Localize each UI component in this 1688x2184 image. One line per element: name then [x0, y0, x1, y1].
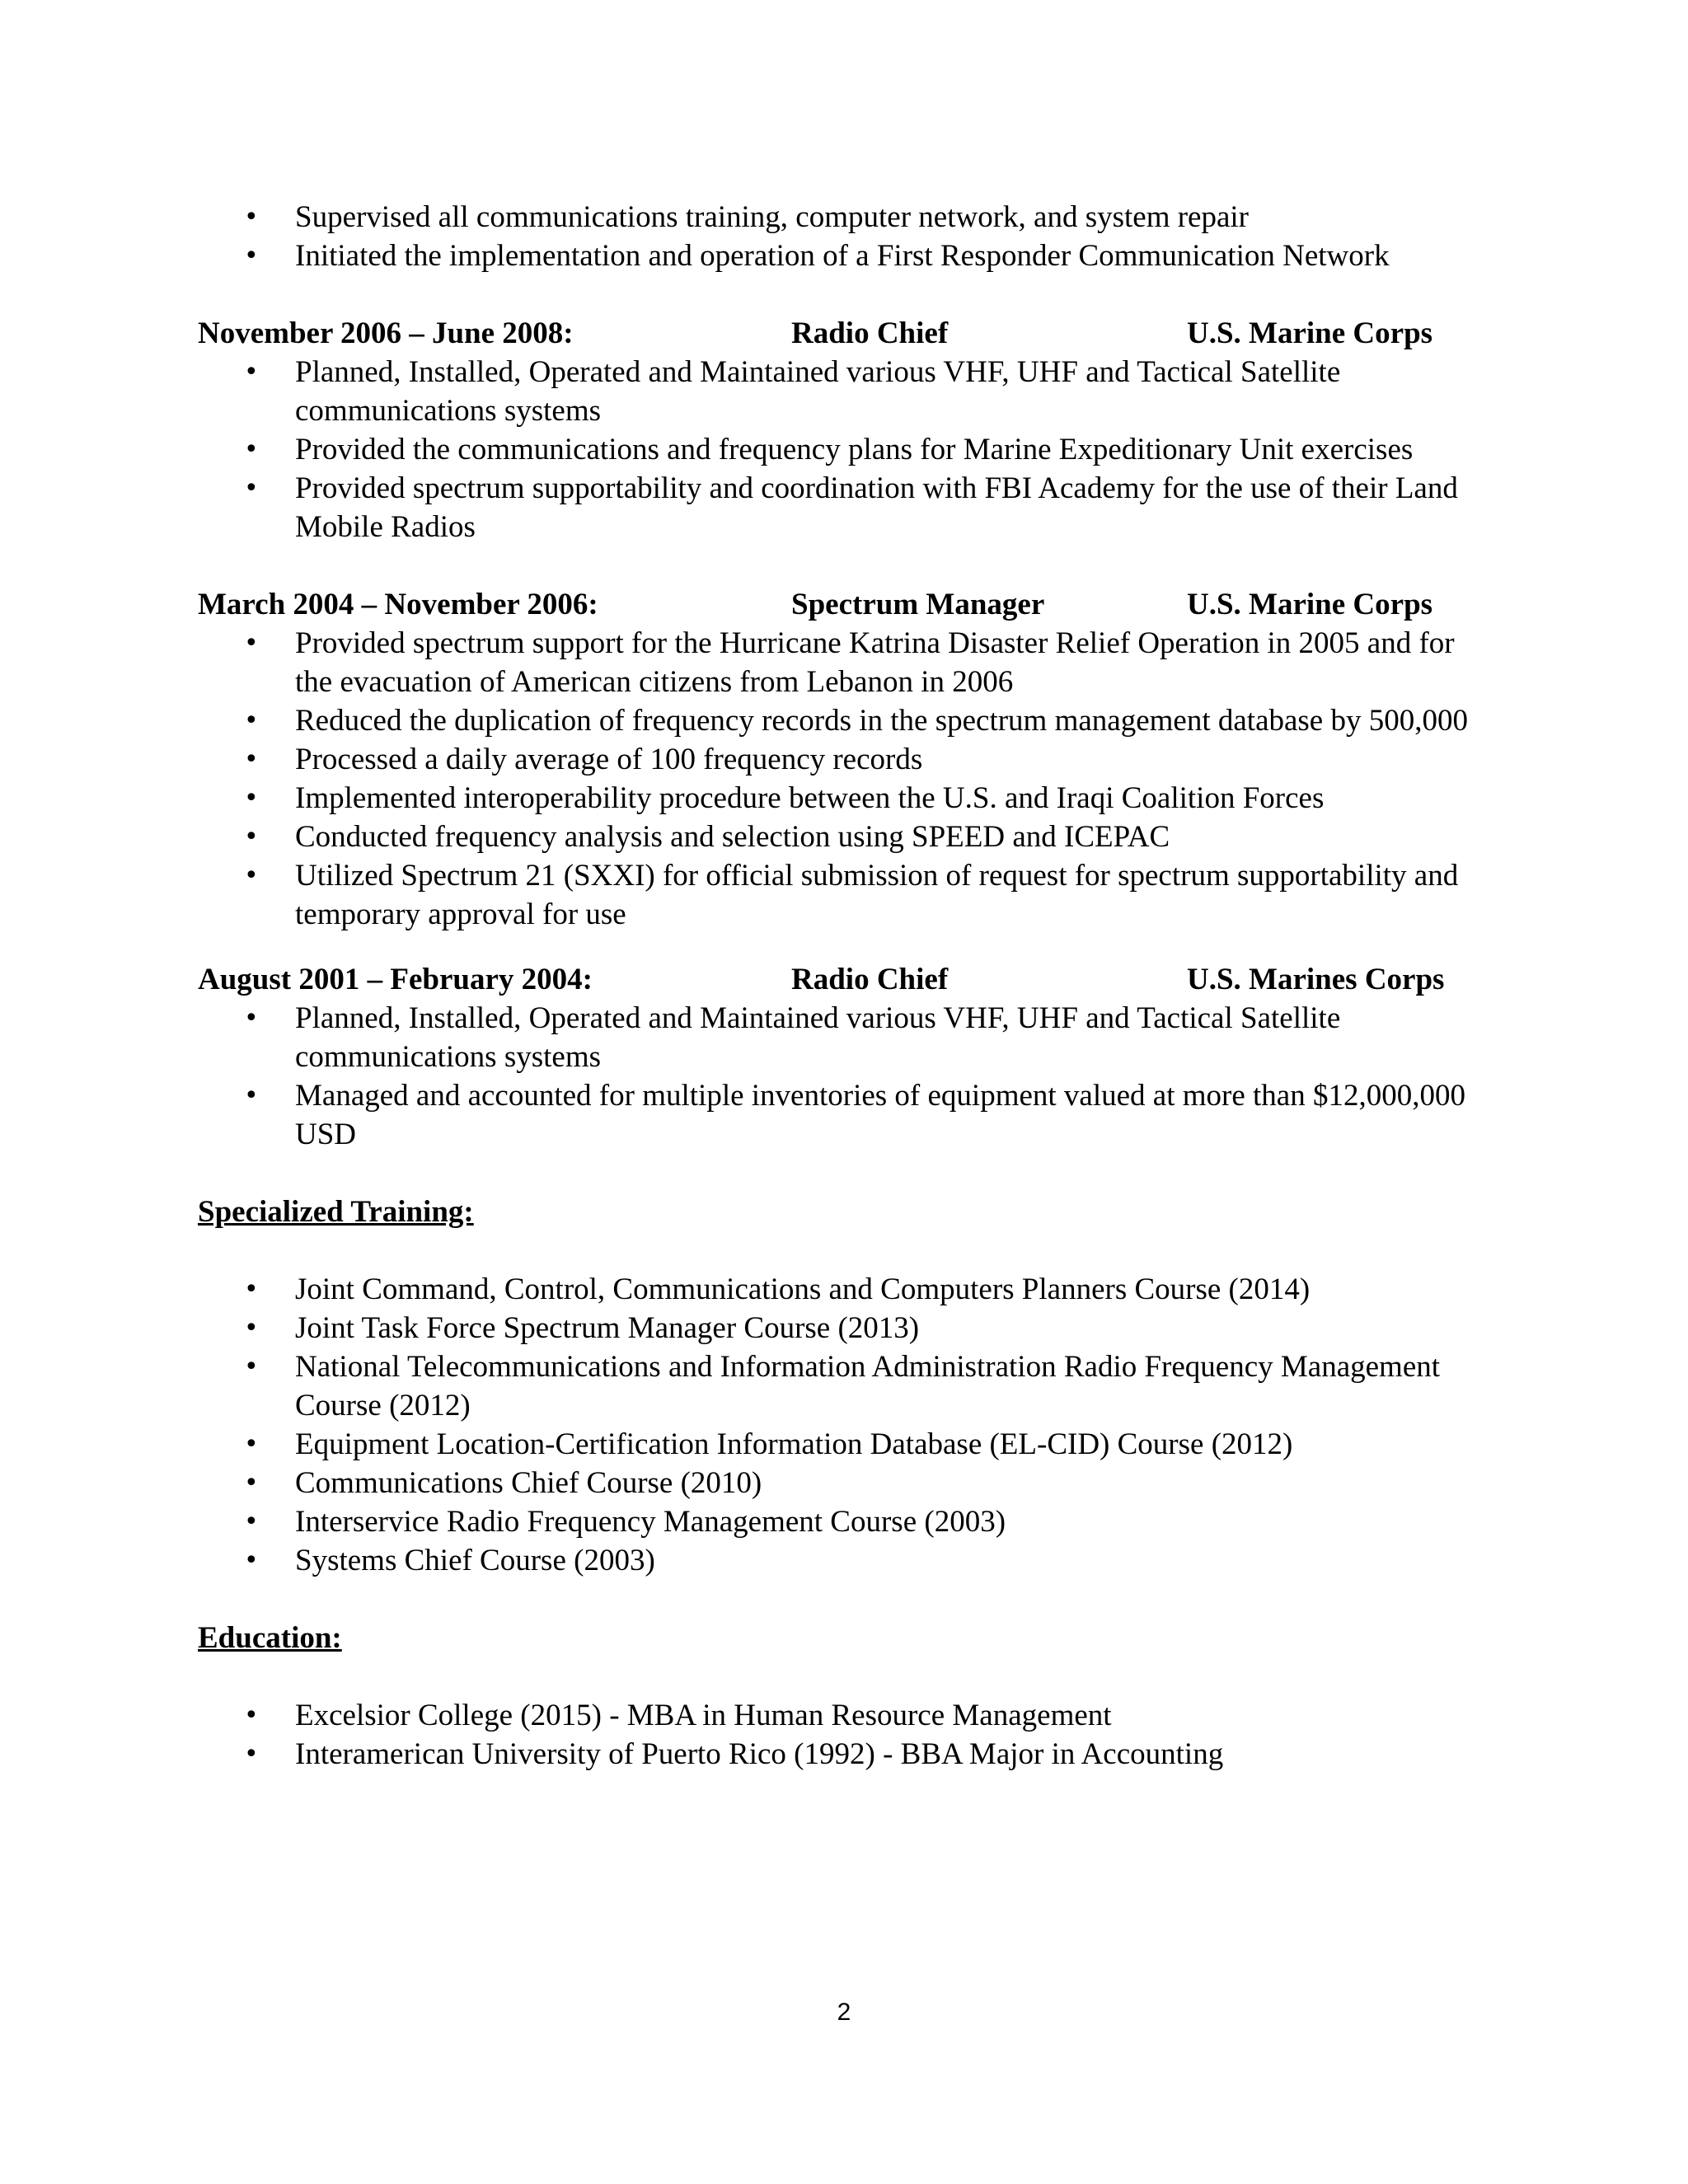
spacer	[198, 275, 1484, 314]
job-title: Radio Chief	[791, 316, 949, 350]
job-bullet-list	[198, 999, 1484, 1154]
education-heading: Education:	[198, 1621, 342, 1655]
list-item: • Initiated the implementation and operation of a First Responder Communication Network	[198, 237, 1484, 275]
job-bullet-list	[198, 624, 1484, 934]
list-item: • Interservice Radio Frequency Management Course (2003)	[198, 1502, 1484, 1541]
job-dates: March 2004 – November 2006:	[198, 588, 598, 621]
list-item: • Provided spectrum support for the Hurricane Katrina Disaster Relief Operation in 2005 and for the evacuation of American citizens from Lebanon in 2006	[198, 624, 1484, 701]
list-item: • Communications Chief Course (2010)	[198, 1464, 1484, 1502]
list-item: • Implemented interoperability procedure between the U.S. and Iraqi Coalition Forces	[198, 779, 1484, 818]
spacer	[198, 934, 1484, 960]
education-list	[198, 1696, 1484, 1774]
list-item: • Provided the communications and frequency plans for Marine Expeditionary Unit exercises	[198, 430, 1484, 469]
job-header	[198, 960, 1484, 999]
spacer	[198, 1231, 1484, 1270]
list-item: • National Telecommunications and Information Administration Radio Frequency Management Course (2012)	[198, 1347, 1484, 1425]
job-dates: November 2006 – June 2008:	[198, 316, 574, 350]
list-item: • Conducted frequency analysis and selection using SPEED and ICEPAC	[198, 818, 1484, 856]
job-header	[198, 314, 1484, 353]
job-dates: August 2001 – February 2004:	[198, 963, 593, 996]
spacer	[198, 1580, 1484, 1619]
page-number: 2	[837, 1999, 851, 2026]
job-header	[198, 585, 1484, 624]
list-item: • Planned, Installed, Operated and Maintained various VHF, UHF and Tactical Satellite communications systems	[198, 353, 1484, 430]
training-list	[198, 1270, 1484, 1580]
list-item: • Utilized Spectrum 21 (SXXI) for official submission of request for spectrum supportability and temporary approval for use	[198, 856, 1484, 934]
spacer	[198, 1154, 1484, 1193]
list-item: • Planned, Installed, Operated and Maintained various VHF, UHF and Tactical Satellite communications systems	[198, 999, 1484, 1076]
list-item: • Excelsior College (2015) - MBA in Human Resource Management	[198, 1696, 1484, 1735]
list-item: • Supervised all communications training, computer network, and system repair	[198, 198, 1484, 237]
job-title: Radio Chief	[791, 963, 949, 996]
top-bullet-list	[198, 198, 1484, 275]
job-organization: U.S. Marines Corps	[1187, 963, 1445, 996]
job-title: Spectrum Manager	[791, 588, 1045, 621]
training-heading: Specialized Training:	[198, 1195, 474, 1229]
job-organization: U.S. Marine Corps	[1187, 316, 1433, 350]
spacer	[198, 546, 1484, 585]
job-organization: U.S. Marine Corps	[1187, 588, 1433, 621]
job-bullet-list	[198, 353, 1484, 546]
list-item: • Systems Chief Course (2003)	[198, 1541, 1484, 1580]
list-item: • Interamerican University of Puerto Rico (1992) - BBA Major in Accounting	[198, 1735, 1484, 1774]
list-item: • Joint Task Force Spectrum Manager Course (2013)	[198, 1309, 1484, 1347]
spacer	[198, 1657, 1484, 1696]
list-item: • Processed a daily average of 100 frequency records	[198, 740, 1484, 779]
list-item: • Equipment Location-Certification Information Database (EL-CID) Course (2012)	[198, 1425, 1484, 1464]
list-item: • Reduced the duplication of frequency records in the spectrum management database by 500,000	[198, 701, 1484, 740]
resume-content	[198, 198, 1484, 1774]
list-item: • Managed and accounted for multiple inventories of equipment valued at more than $12,000,000 USD	[198, 1076, 1484, 1154]
list-item: • Provided spectrum supportability and coordination with FBI Academy for the use of their Land Mobile Radios	[198, 469, 1484, 546]
list-item: • Joint Command, Control, Communications and Computers Planners Course (2014)	[198, 1270, 1484, 1309]
